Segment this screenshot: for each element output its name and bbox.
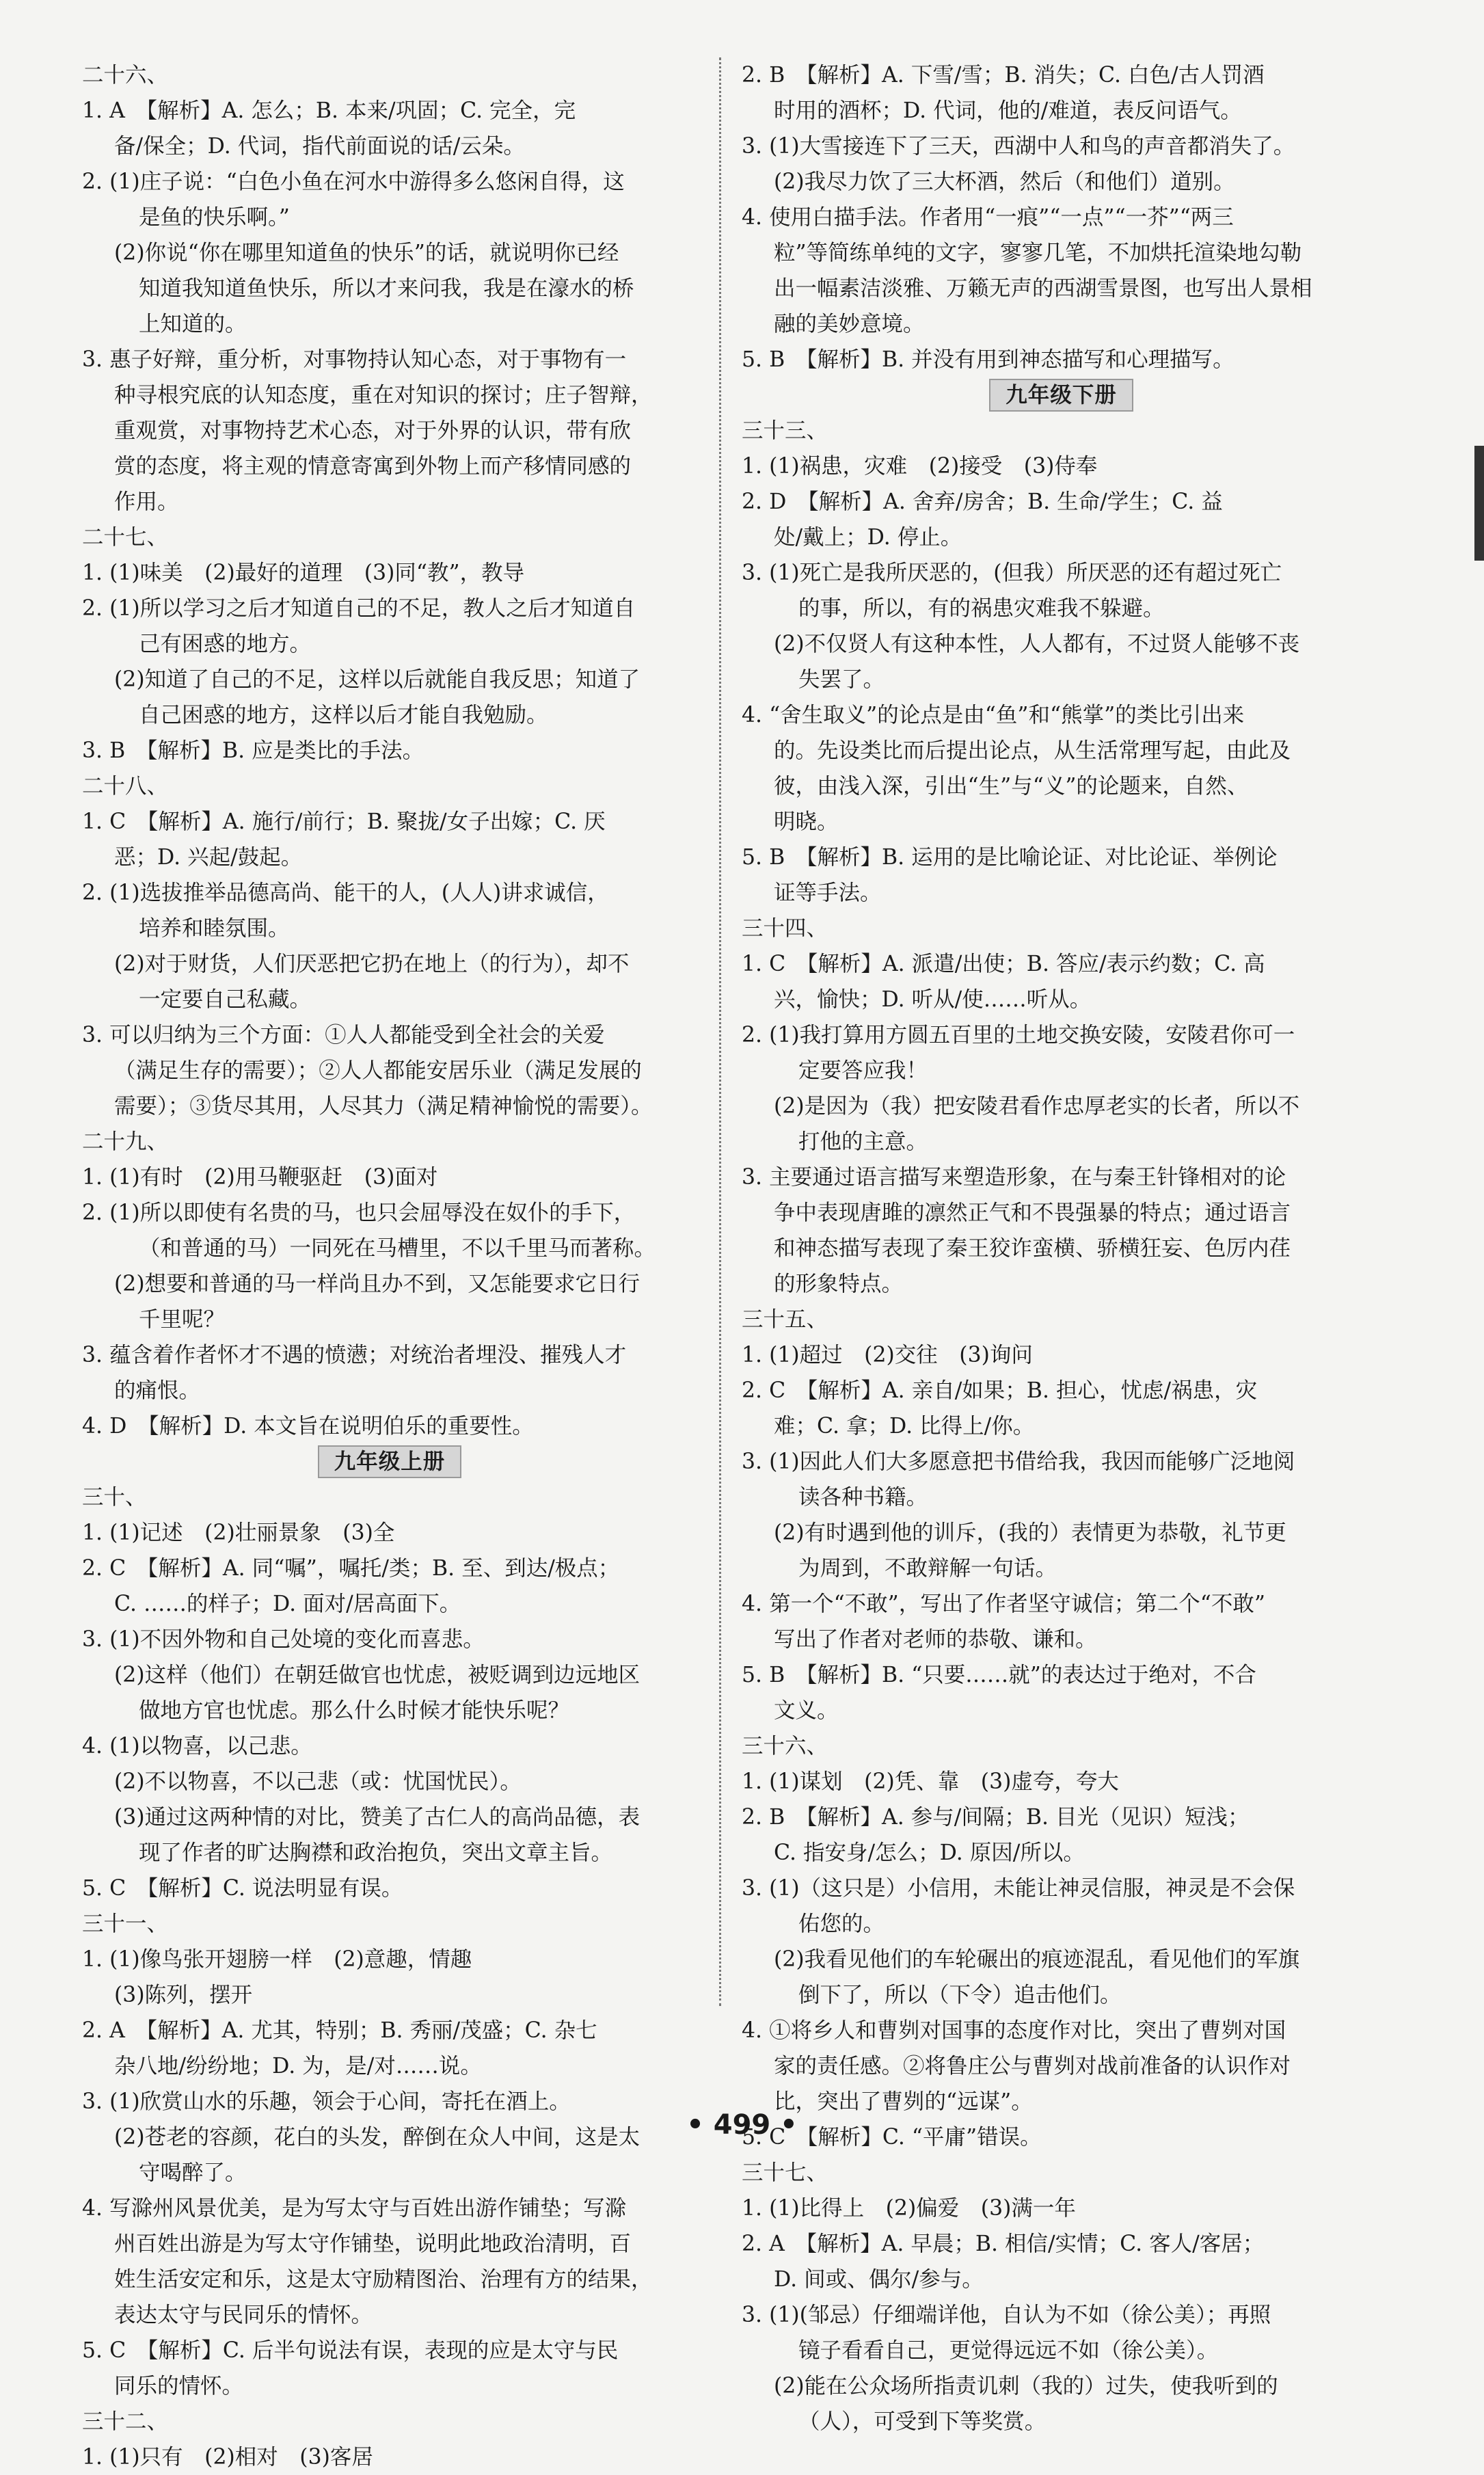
text-line: 同乐的情怀。 xyxy=(114,2374,244,2398)
text-line: (2)有时遇到他的训斥，(我的）表情更为恭敬，礼节更 xyxy=(774,1521,1286,1545)
text-line: 需要）；③货尽其用，人尽其力（满足精神愉悦的需要）。 xyxy=(114,1094,653,1119)
text-line: C. 指安身/怎么；D. 原因/所以。 xyxy=(774,1841,1085,1865)
text-line: 5. C 【解析】C. 后半句说法有误，表现的应是太守与民 xyxy=(82,2338,619,2363)
text-line: 种寻根究底的认知态度，重在对知识的探讨；庄子智辩， xyxy=(114,383,653,407)
text-line: 2. D 【解析】A. 舍弃/房舍；B. 生命/学生；C. 益 xyxy=(742,490,1223,514)
text-line: 彼，由浅入深，引出“生”与“义”的论题来，自然、 xyxy=(774,774,1249,799)
text-line: 3. B 【解析】B. 应是类比的手法。 xyxy=(82,738,424,763)
text-line: 1. (1)味美 (2)最好的道理 (3)同“教”，教导 xyxy=(82,561,525,585)
text-line: 粒”等简练单纯的文字，寥寥几笔，不加烘托渲染地勾勒 xyxy=(774,241,1302,265)
text-line: 4. 第一个“不敢”，写出了作者坚守诚信；第二个“不敢” xyxy=(742,1592,1265,1616)
text-line: 1. (1)祸患，灾难 (2)接受 (3)侍奉 xyxy=(742,454,1098,479)
text-line: 作用。 xyxy=(114,490,179,514)
text-line: 表达太守与民同乐的情怀。 xyxy=(114,2303,373,2327)
text-line: 1. (1)像鸟张开翅膀一样 (2)意趣，情趣 xyxy=(82,1947,472,1972)
text-line: (2)能在公众场所指责讥刺（我的）过失，使我听到的 xyxy=(774,2374,1278,2398)
text-line: 上知道的。 xyxy=(139,312,247,336)
text-line: 5. B 【解析】B. 运用的是比喻论证、对比论证、举例论 xyxy=(742,845,1278,870)
text-line: 三十三、 xyxy=(742,418,828,443)
text-line: 镜子看看自己，更觉得远远不如（徐公美）。 xyxy=(798,2338,1219,2363)
text-line: 1. A 【解析】A. 怎么；B. 本来/巩固；C. 完全，完 xyxy=(82,98,576,123)
text-line: 3. (1)大雪接连下了三天，西湖中人和鸟的声音都消失了。 xyxy=(742,134,1295,159)
text-line: 2. A 【解析】A. 早晨；B. 相信/实情；C. 客人/客居； xyxy=(742,2232,1265,2256)
text-line: C. ……的样子；D. 面对/居高面下。 xyxy=(114,1592,461,1616)
text-line: D. 间或、偶尔/参与。 xyxy=(774,2267,984,2292)
text-line: 二十七、 xyxy=(82,525,169,550)
text-line: (2)对于财货，人们厌恶把它扔在地上（的行为），却不 xyxy=(114,952,630,976)
text-line: (3)陈列，摆开 xyxy=(114,1983,253,2007)
text-line: 的事，所以，有的祸患灾难我不躲避。 xyxy=(798,596,1165,621)
text-line: 明晓。 xyxy=(774,810,839,834)
text-line: 1. (1)谋划 (2)凭、靠 (3)虚夸，夸大 xyxy=(742,1769,1119,1794)
section-header-label: 九年级上册 xyxy=(318,1445,462,1478)
text-line: 4. D 【解析】D. 本文旨在说明伯乐的重要性。 xyxy=(82,1414,534,1439)
text-line: 三十七、 xyxy=(742,2160,828,2185)
text-line: 3. 惠子好辩，重分析，对事物持认知心态，对于事物有一 xyxy=(82,347,627,372)
text-line: 重观赏，对事物持艺术心态，对于外界的认识，带有欣 xyxy=(114,418,632,443)
text-line: 2. (1)选拔推举品德高尚、能干的人，(人人)讲求诚信， xyxy=(82,881,609,905)
text-line: 失罢了。 xyxy=(798,667,885,692)
text-line: 比，突出了曹刿的“远谋”。 xyxy=(774,2089,1033,2114)
text-line: 1. (1)有时 (2)用马鞭驱赶 (3)面对 xyxy=(82,1165,438,1190)
text-line: (2)苍老的容颜，花白的头发，醉倒在众人中间，这是太 xyxy=(114,2125,640,2150)
text-line: 3. 主要通过语言描写来塑造形象，在与秦王针锋相对的论 xyxy=(742,1165,1286,1190)
text-line: 一定要自己私藏。 xyxy=(139,987,312,1012)
text-line: 杂八地/纷纷地；D. 为，是/对……说。 xyxy=(114,2054,482,2078)
text-line: 4. “舍生取义”的论点是由“鱼”和“熊掌”的类比引出来 xyxy=(742,703,1245,727)
text-line: 1. C 【解析】A. 施行/前行；B. 聚拢/女子出嫁；C. 厌 xyxy=(82,810,606,834)
text-line: 三十、 xyxy=(82,1485,147,1510)
text-line: 1. (1)只有 (2)相对 (3)客居 xyxy=(82,2445,373,2470)
text-line: 2. (1)我打算用方圆五百里的土地交换安陵，安陵君你可一 xyxy=(742,1023,1295,1047)
text-line: 的形象特点。 xyxy=(774,1272,904,1296)
text-line: 3. (1)欣赏山水的乐趣，领会于心间，寄托在酒上。 xyxy=(82,2089,571,2114)
text-line: (2)不以物喜，不以己悲（或：忧国忧民）。 xyxy=(114,1769,522,1794)
text-line: 2. (1)庄子说：“白色小鱼在河水中游得多么悠闲自得，这 xyxy=(82,170,625,194)
text-line: 2. B 【解析】A. 参与/间隔；B. 目光（见识）短浅； xyxy=(742,1805,1250,1830)
text-line: 做地方官也忧虑。那么什么时候才能快乐呢？ xyxy=(139,1698,570,1723)
text-line: 2. A 【解析】A. 尤其，特别；B. 秀丽/茂盛；C. 杂七 xyxy=(82,2018,597,2043)
text-line: 争中表现唐雎的凛然正气和不畏强暴的特点；通过语言 xyxy=(774,1201,1291,1225)
text-line: 4. (1)以物喜，以己悲。 xyxy=(82,1734,312,1758)
text-line: 证等手法。 xyxy=(774,881,882,905)
section-header xyxy=(82,1444,697,1480)
text-line: 文义。 xyxy=(774,1698,839,1723)
text-line: 家的责任感。②将鲁庄公与曹刿对战前准备的认识作对 xyxy=(774,2054,1291,2078)
text-line: (2)不仅贤人有这种本性，人人都有，不过贤人能够不丧 xyxy=(774,632,1300,656)
text-line: 1. (1)比得上 (2)偏爱 (3)满一年 xyxy=(742,2196,1076,2221)
text-line: 难；C. 拿；D. 比得上/你。 xyxy=(774,1414,1035,1439)
text-line: 自己困惑的地方，这样以后才能自我勉励。 xyxy=(139,703,548,727)
text-line: (2)想要和普通的马一样尚且办不到，又怎能要求它日行 xyxy=(114,1272,640,1296)
text-line: 二十六、 xyxy=(82,63,169,88)
text-line: 二十八、 xyxy=(82,774,169,799)
text-line: 三十四、 xyxy=(742,916,828,941)
text-line: 为周到，不敢辩解一句话。 xyxy=(798,1556,1057,1581)
text-line: 1. C 【解析】A. 派遣/出使；B. 答应/表示约数；C. 高 xyxy=(742,952,1265,976)
text-line: 3. (1)因此人们大多愿意把书借给我，我因而能够广泛地阅 xyxy=(742,1449,1295,1474)
text-line: 己有困惑的地方。 xyxy=(139,632,312,656)
text-line: （人），可受到下等奖赏。 xyxy=(798,2409,1047,2434)
text-line: 和神态描写表现了秦王狡诈蛮横、骄横狂妄、色厉内荏 xyxy=(774,1236,1291,1261)
section-header-label: 九年级下册 xyxy=(989,379,1133,412)
text-line: 5. C 【解析】C. “平庸”错误。 xyxy=(742,2125,1042,2150)
text-line: 备/保全；D. 代词，指代前面说的话/云朵。 xyxy=(114,134,525,159)
text-line: 3. (1)(邹忌）仔细端详他，自认为不如（徐公美）；再照 xyxy=(742,2303,1271,2327)
text-line: 5. B 【解析】B. 并没有用到神态描写和心理描写。 xyxy=(742,347,1235,372)
text-line: 州百姓出游是为写太守作铺垫，说明此地政治清明，百 xyxy=(114,2232,632,2256)
text-line: 的痛恨。 xyxy=(114,1378,201,1403)
text-line: 培养和睦氛围。 xyxy=(139,916,290,941)
text-line: (2)我看见他们的车轮碾出的痕迹混乱，看见他们的军旗 xyxy=(774,1947,1300,1972)
text-line: (2)我尽力饮了三大杯酒，然后（和他们）道别。 xyxy=(774,170,1235,194)
text-line: 打他的主意。 xyxy=(798,1129,928,1154)
text-line: 是鱼的快乐啊。” xyxy=(139,205,290,230)
text-line: 4. ①将乡人和曹刿对国事的态度作对比，突出了曹刿对国 xyxy=(742,2018,1286,2043)
page-number: • 499 • xyxy=(686,2109,798,2141)
text-line: (2)是因为（我）把安陵君看作忠厚老实的长者，所以不 xyxy=(774,1094,1300,1119)
text-line: 2. C 【解析】A. 同“嘱”，嘱托/类；B. 至、到达/极点； xyxy=(82,1556,620,1581)
text-line: 恶；D. 兴起/鼓起。 xyxy=(114,845,303,870)
text-line: 姓生活安定和乐，这是太守励精图治、治理有方的结果， xyxy=(114,2267,653,2292)
text-line: 1. (1)超过 (2)交往 (3)询问 xyxy=(742,1343,1033,1367)
text-line: 三十一、 xyxy=(82,1912,169,1936)
text-line: 3. (1)不因外物和自己处境的变化而喜悲。 xyxy=(82,1627,485,1652)
text-line: 倒下了，所以（下令）追击他们。 xyxy=(798,1983,1122,2007)
text-line: （满足生存的需要）；②人人都能安居乐业（满足发展的 xyxy=(114,1058,642,1083)
text-line: 2. (1)所以学习之后才知道自己的不足，教人之后才知道自 xyxy=(82,596,636,621)
text-line: 守喝醉了。 xyxy=(139,2160,247,2185)
text-line: 写出了作者对老师的恭敬、谦和。 xyxy=(774,1627,1097,1652)
text-line: 5. B 【解析】B. “只要……就”的表达过于绝对，不合 xyxy=(742,1663,1256,1687)
text-line: 5. C 【解析】C. 说法明显有误。 xyxy=(82,1876,403,1901)
text-line: 时用的酒杯；D. 代词，他的/难道，表反问语气。 xyxy=(774,98,1242,123)
text-line: 3. (1)死亡是我所厌恶的，(但我）所厌恶的还有超过死亡 xyxy=(742,561,1282,585)
text-line: 2. (1)所以即使有名贵的马，也只会屈辱没在奴仆的手下， xyxy=(82,1201,636,1225)
edge-thumb-tab xyxy=(1474,446,1484,561)
text-line: 2. C 【解析】A. 亲自/如果；B. 担心，忧虑/祸患，灾 xyxy=(742,1378,1258,1403)
text-line: (3)通过这两种情的对比，赞美了古仁人的高尚品德，表 xyxy=(114,1805,640,1830)
right-column xyxy=(742,57,1381,2439)
section-header xyxy=(742,377,1381,413)
text-line: 三十五、 xyxy=(742,1307,828,1332)
text-line: 的。先设类比而后提出论点，从生活常理写起，由此及 xyxy=(774,738,1291,763)
text-line: 佑您的。 xyxy=(798,1912,885,1936)
text-line: 二十九、 xyxy=(82,1129,169,1154)
text-line: 读各种书籍。 xyxy=(798,1485,928,1510)
text-line: 三十六、 xyxy=(742,1734,828,1758)
text-line: （和普通的马）一同死在马槽里，不以千里马而著称。 xyxy=(139,1236,656,1261)
column-divider xyxy=(719,57,721,2006)
text-line: 3. (1)（这只是）小信用，未能让神灵信服，神灵是不会保 xyxy=(742,1876,1295,1901)
text-line: 现了作者的旷达胸襟和政治抱负，突出文章主旨。 xyxy=(139,1841,613,1865)
text-line: 赏的态度，将主观的情意寄寓到外物上而产移情同感的 xyxy=(114,454,632,479)
text-line: 4. 写滁州风景优美，是为写太守与百姓出游作铺垫；写滁 xyxy=(82,2196,627,2221)
text-line: 2. B 【解析】A. 下雪/雪；B. 消失；C. 白色/古人罚酒 xyxy=(742,63,1265,88)
text-line: 出一幅素洁淡雅、万籁无声的西湖雪景图，也写出人景相 xyxy=(774,276,1312,301)
text-line: 4. 使用白描手法。作者用“一痕”“一点”“一芥”“两三 xyxy=(742,205,1234,230)
text-line: 融的美妙意境。 xyxy=(774,312,925,336)
text-line: 3. 蕴含着作者怀才不遇的愤懑；对统治者埋没、摧残人才 xyxy=(82,1343,627,1367)
text-line: 兴，愉快；D. 听从/使……听从。 xyxy=(774,987,1092,1012)
text-line: 三十二、 xyxy=(82,2409,169,2434)
text-line: (2)你说“你在哪里知道鱼的快乐”的话，就说明你已经 xyxy=(114,241,619,265)
text-line: 知道我知道鱼快乐，所以才来问我，我是在濠水的桥 xyxy=(139,276,634,301)
text-line: 1. (1)记述 (2)壮丽景象 (3)全 xyxy=(82,1521,395,1545)
text-line: 3. 可以归纳为三个方面：①人人都能受到全社会的关爱 xyxy=(82,1023,605,1047)
text-line: 定要答应我！ xyxy=(798,1058,928,1083)
text-line: 千里呢？ xyxy=(139,1307,226,1332)
text-line: 处/戴上；D. 停止。 xyxy=(774,525,962,550)
text-line: (2)这样（他们）在朝廷做官也忧虑，被贬调到边远地区 xyxy=(114,1663,640,1687)
text-line: (2)知道了自己的不足，这样以后就能自我反思；知道了 xyxy=(114,667,640,692)
